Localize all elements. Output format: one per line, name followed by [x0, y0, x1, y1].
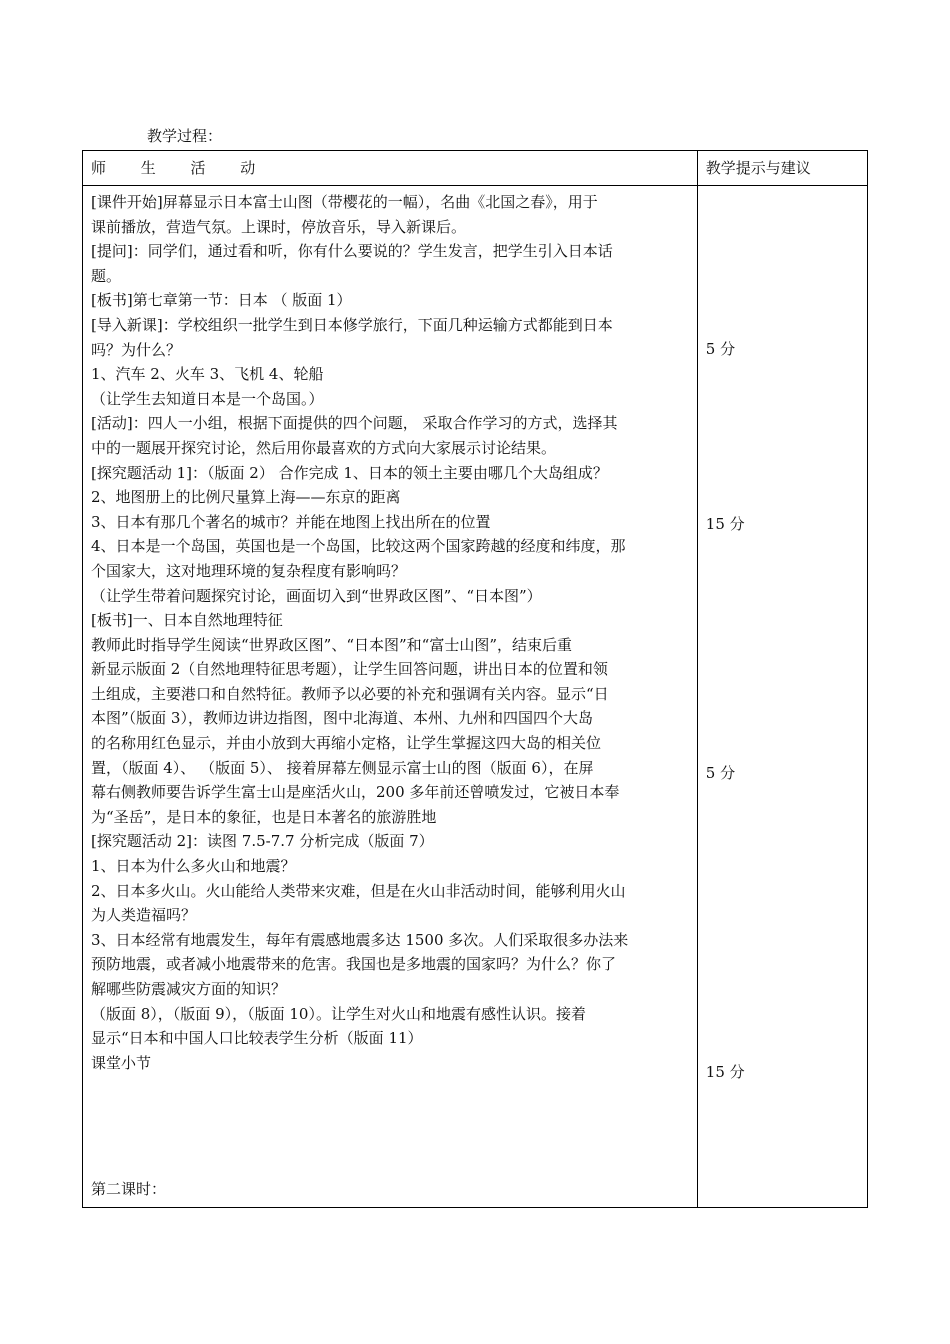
table-body-row [83, 186, 868, 1208]
activity-line: 2、日本多火山。火山能给人类带来灾难，但是在火山非活动时间，能够利用火山 [91, 881, 626, 900]
second-lesson-label: 第二课时： [91, 1180, 167, 1198]
activity-line: [提问]：同学们，通过看和听，你有什么要说的？学生发言，把学生引入日本话 [91, 242, 613, 261]
activity-line: （让学生带着问题探究讨论，画面切入到“世界政区图”、“日本图”） [91, 586, 542, 605]
activity-line: 3、日本经常有地震发生，每年有震感地震多达 1500 多次。人们采取很多办法来 [91, 930, 629, 949]
activity-line: 1、汽车 2、火车 3、飞机 4、轮船 [91, 365, 324, 384]
activity-line: [探究题活动 1]：（版面 2） 合作完成 1、日本的领土主要由哪几个大岛组成？ [91, 463, 608, 482]
activity-line: 本图”（版面 3），教师边讲边指图，图中北海道、本州、九州和四国四个大岛 [91, 709, 593, 728]
activity-line: （让学生去知道日本是一个岛国。） [91, 389, 324, 408]
activity-line: [课件开始]屏幕显示日本富士山图（带樱花的一幅），名曲《北国之春》，用于 [91, 193, 598, 211]
time-mark: 15 分 [705, 515, 745, 533]
activity-line: [活动]：四人一小组，根据下面提供的四个问题， 采取合作学习的方式，选择其 [91, 414, 618, 433]
header-suggestions: 教学提示与建议 [697, 151, 867, 186]
time-mark: 5 分 [705, 340, 736, 358]
activity-line: 教师此时指导学生阅读“世界政区图”、“日本图”和“富士山图”，结束后重 [91, 635, 573, 654]
table-header-row [83, 151, 868, 186]
activity-line: 显示“日本和中国人口比较表学生分析（版面 11） [91, 1029, 423, 1048]
time-mark: 15 分 [705, 1063, 745, 1081]
activity-line: 2、地图册上的比例尺量算上海——东京的距离 [91, 488, 401, 507]
activity-line: [板书]第七章第一节：日本 （ 版面 1） [91, 291, 352, 310]
activity-line: 的名称用红色显示，并由小放到大再缩小定格，让学生掌握这四大岛的相关位 [91, 734, 602, 753]
activity-line: 解哪些防震减灾方面的知识？ [91, 980, 287, 998]
activity-line: 课前播放，营造气氛。上课时，停放音乐，导入新课后。 [91, 217, 467, 236]
activity-line: 课堂小节 [91, 1053, 152, 1072]
activity-line: 新显示版面 2（自然地理特征思考题），让学生回答问题，讲出日本的位置和领 [91, 660, 608, 679]
activity-line: 置，（版面 4）、 （版面 5）、 接着屏幕左侧显示富士山的图（版面 6），在屏 [91, 758, 594, 777]
activity-line: 预防地震，或者减小地震带来的危害。我国也是多地震的国家吗？为什么？你了 [91, 955, 617, 974]
activity-line: 中的一题展开探究讨论，然后用你最喜欢的方式向大家展示讨论结果。 [91, 438, 557, 457]
activity-line: 为人类造福吗？ [91, 906, 197, 925]
activity-line: 为“圣岳”，是日本的象征，也是日本著名的旅游胜地 [91, 807, 437, 826]
activity-line: [导入新课]：学校组织一批学生到日本修学旅行，下面几种运输方式都能到日本 [91, 315, 613, 334]
activity-line: 题。 [91, 266, 122, 285]
section-title: 教学过程： [147, 127, 223, 145]
activity-line: 4、日本是一个岛国，英国也是一个岛国，比较这两个国家跨越的经度和纬度，那 [91, 537, 626, 556]
suggestions-cell [697, 186, 867, 1208]
activity-lines [83, 186, 697, 1075]
time-mark: 5 分 [705, 764, 736, 782]
activity-line: （版面 8），（版面 9），（版面 10）。让学生对火山和地震有感性认识。接着 [91, 1004, 586, 1023]
lesson-table [82, 150, 868, 1208]
activity-line: 土组成，主要港口和自然特征。教师予以必要的补充和强调有关内容。显示“日 [91, 684, 609, 703]
activity-line: 3、日本有那几个著名的城市？并能在地图上找出所在的位置 [91, 512, 491, 531]
activity-line: [板书]一、日本自然地理特征 [91, 611, 283, 630]
activity-line: 1、日本为什么多火山和地震？ [91, 857, 296, 876]
activity-line: 个国家大，这对地理环境的复杂程度有影响吗？ [91, 561, 407, 580]
header-activities: 师 生 活 动 [83, 151, 698, 186]
activities-cell [83, 186, 698, 1208]
activity-line: [探究题活动 2]：读图 7.5-7.7 分析完成（版面 7） [91, 832, 434, 851]
activity-line: 吗？为什么？ [91, 340, 182, 359]
activity-line: 幕右侧教师要告诉学生富士山是座活火山，200 多年前还曾喷发过，它被日本奉 [91, 783, 620, 802]
